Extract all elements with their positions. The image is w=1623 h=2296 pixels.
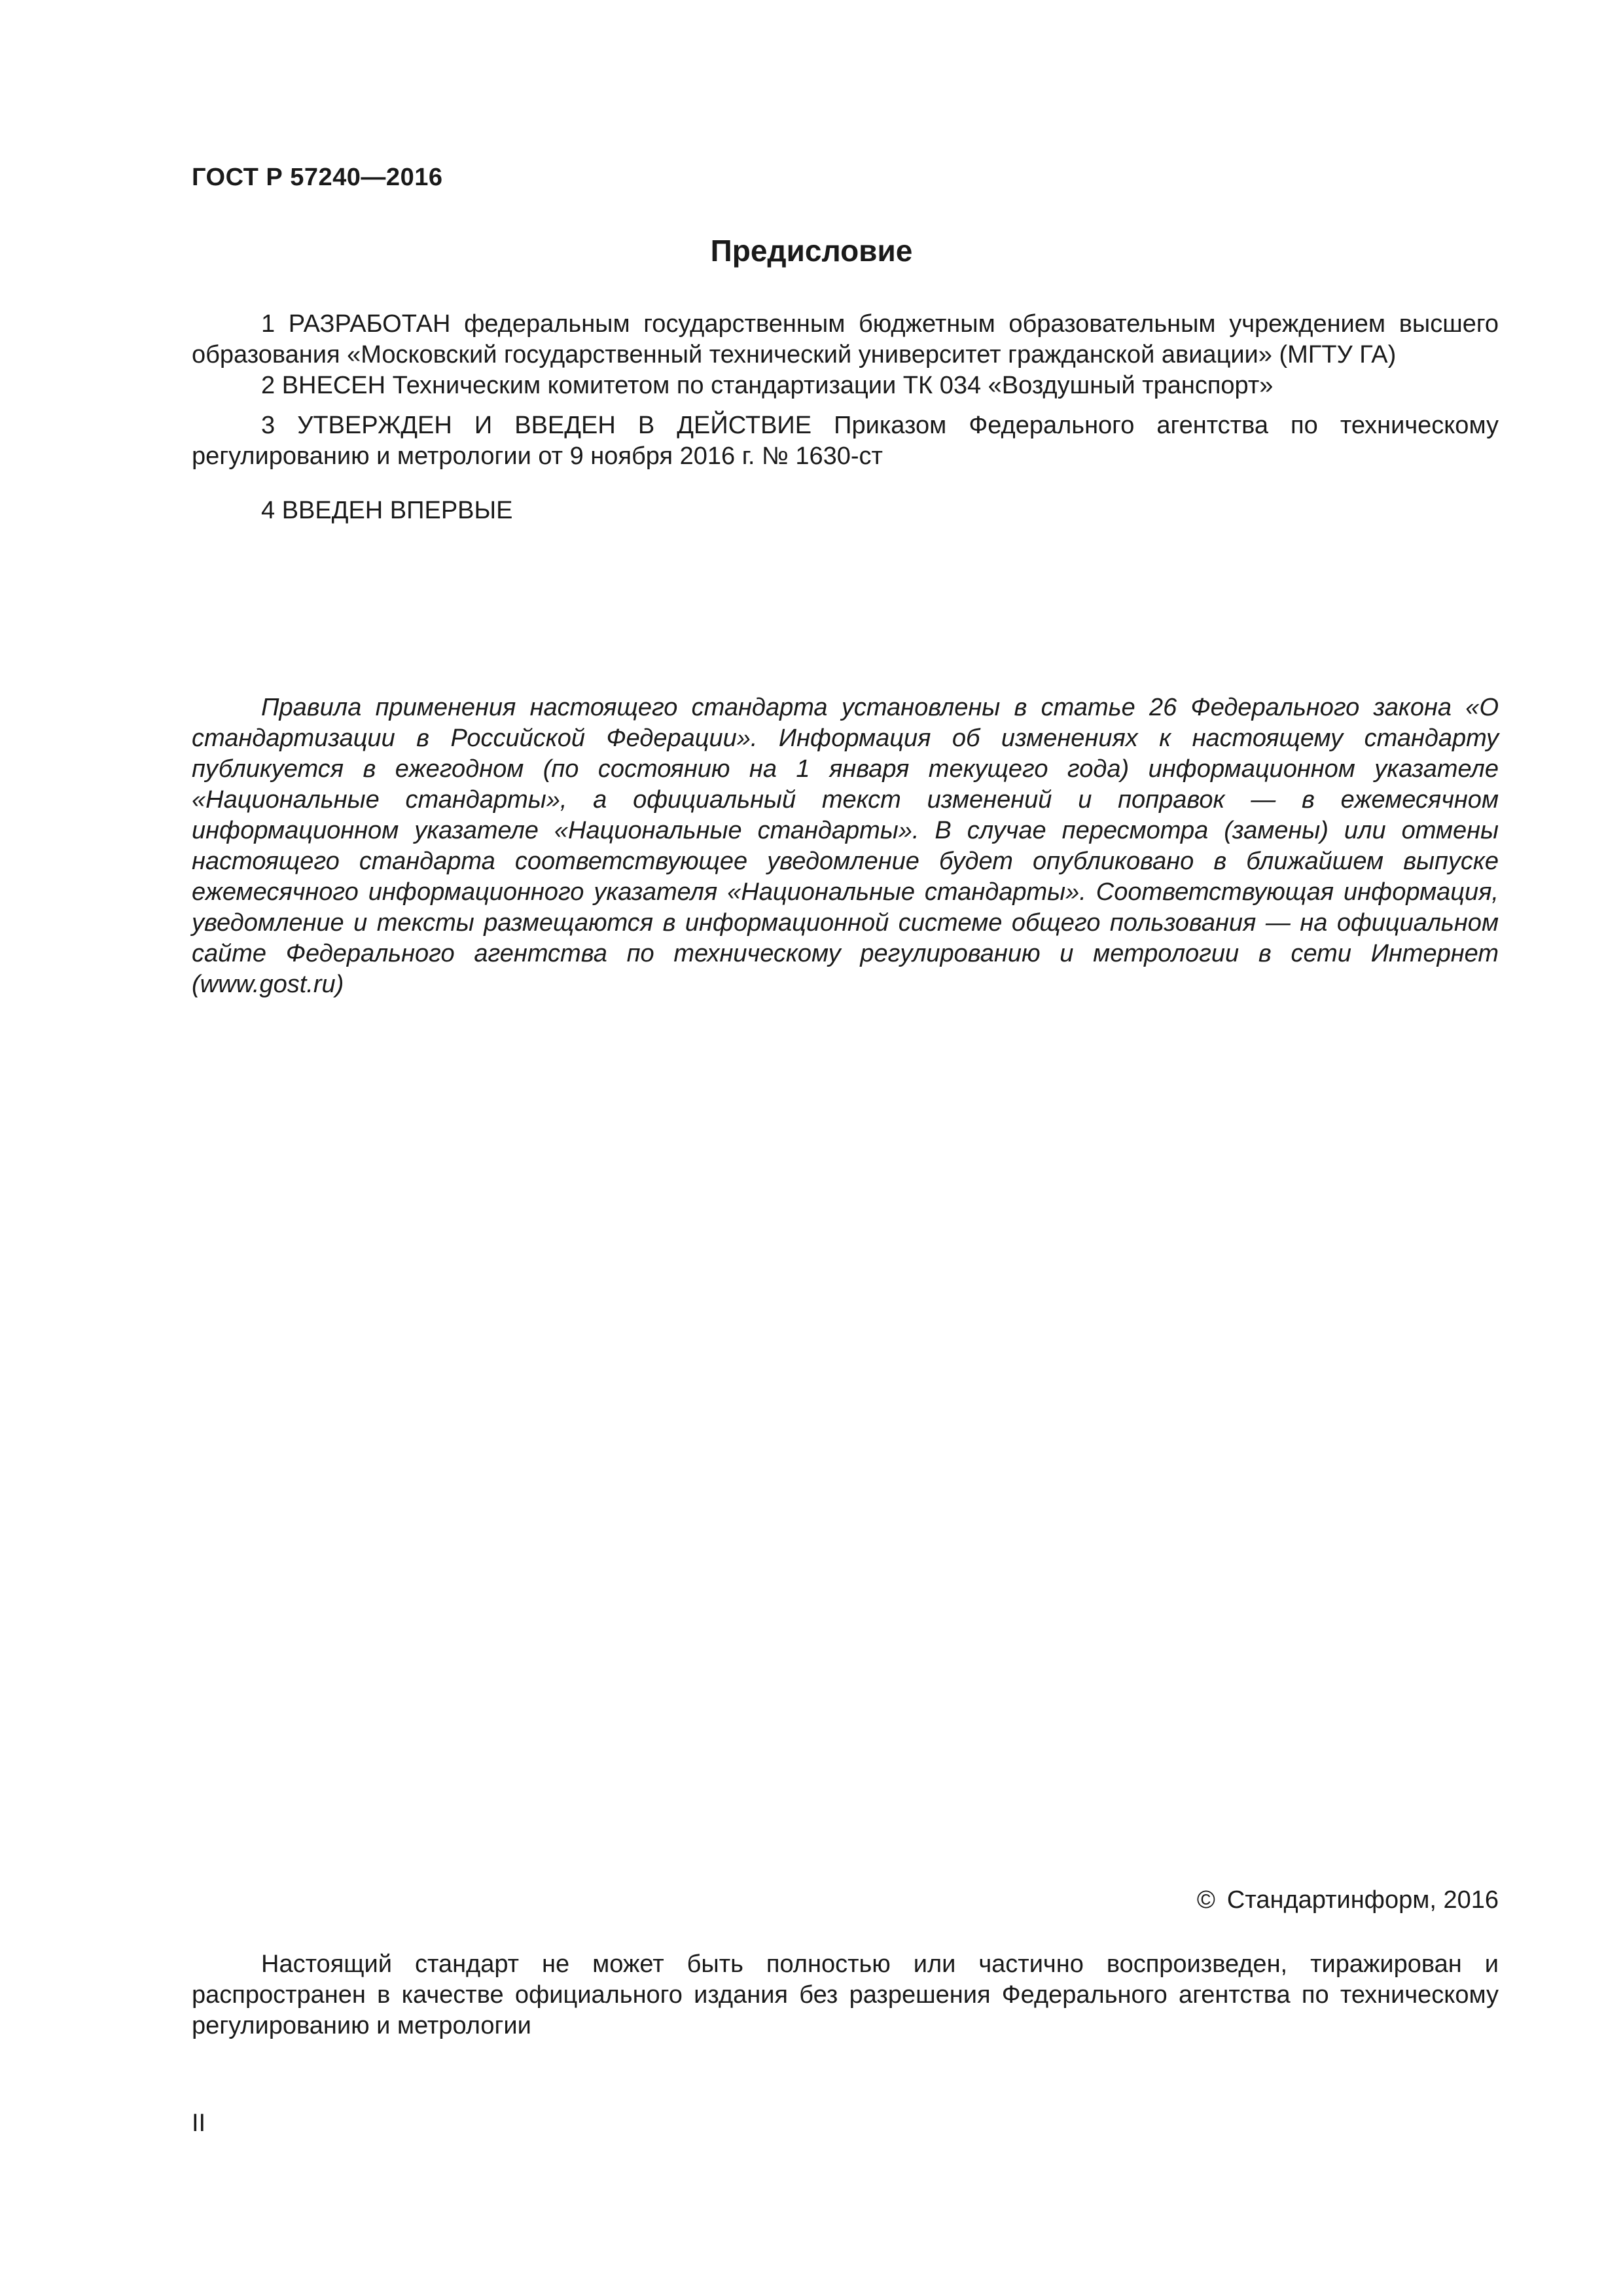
spacer: [192, 401, 1499, 410]
preface-section: [192, 309, 1499, 526]
preface-item-introduced: 2 ВНЕСЕН Техническим комитетом по стандартизации ТК 034 «Воздушный транспорт»: [261, 372, 1274, 399]
notice-section: [192, 1949, 1499, 2041]
copyright-text: Стандартинформ, 2016: [1226, 1886, 1499, 1914]
preface-item-developed: 1 РАЗРАБОТАН федеральным государственным бюджетным образовательным учреждением высшего образования «Московский государственный технический университет гражданской авиации» (МГТУ ГА): [192, 310, 1499, 368]
rules-paragraph: Правила применения настоящего стандарта установлены в статье 26 Федерального закона «О стандартизации в Российской Федерации». Информация об изменениях к настоящему стандарту публикуется в ежегодном (по состоянию на 1 января текущего года) информационном указателе «Национальные стандарты», а официальный текст изменений и поправок — в ежемесячном информационном указателе «Национальные стандарты». В случае пересмотра (замены) или отмены настоящего стандарта соответствующее уведомление будет опубликовано в ближайшем выпуске ежемесячного информационного указателя «Национальные стандарты». Соответствующая информация, уведомление и тексты размещаются в информационной системе общего пользования — на официальном сайте Федерального агентства по техническому регулированию и метрологии в сети Интернет (www.gost.ru): [192, 694, 1499, 998]
copyright-symbol: ©: [1196, 1886, 1215, 1914]
page-number: II: [192, 2109, 206, 2137]
copyright-line: [1197, 1885, 1499, 1916]
reproduction-notice: Настоящий стандарт не может быть полностью или частично воспроизведен, тиражирован и распространен в качестве официального издания без разрешения Федерального агентства по техническому регулированию и метрологии: [192, 1950, 1499, 2039]
preface-item-first-edition: 4 ВВЕДЕН ВПЕРВЫЕ: [261, 497, 513, 524]
document-code: ГОСТ Р 57240—2016: [192, 164, 443, 191]
preface-item-approved: 3 УТВЕРЖДЕН И ВВЕДЕН В ДЕЙСТВИЕ Приказом Федерального агентства по техническому регулированию и метрологии от 9 ноября 2016 г. № 1630-ст: [192, 412, 1499, 470]
spacer: [192, 472, 1499, 495]
rules-section: [192, 692, 1499, 1000]
page-title: Предисловие: [710, 234, 913, 268]
